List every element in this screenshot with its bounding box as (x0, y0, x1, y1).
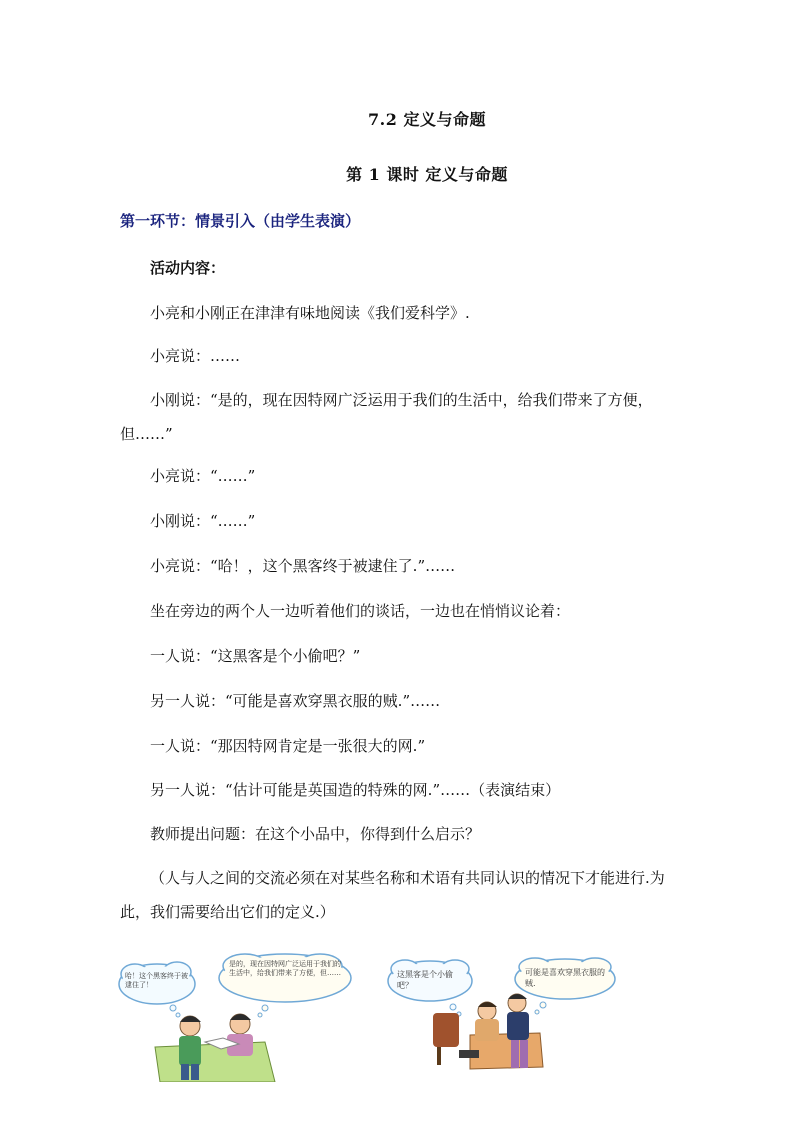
paragraph-13: （人与人之间的交流必须在对某些名称和术语有共同认识的情况下才能进行.为此，我们需要给出它们的定义.） (120, 869, 665, 921)
page-title: 7.2 定义与命题 (368, 110, 486, 129)
illustration-students-reading (115, 952, 355, 1082)
speech-cloud-1 (119, 962, 195, 1017)
paragraph-8: 一人说：“这黑客是个小偷吧？” (150, 647, 361, 665)
paragraph-3: 小刚说：“是的，现在因特网广泛运用于我们的生活中，给我们带来了方便，但……” (120, 391, 653, 443)
speech-cloud-4 (515, 958, 615, 1014)
illustration-adults-talking (375, 955, 625, 1075)
paragraph-1: 小亮和小刚正在津津有味地阅读《我们爱科学》. (150, 304, 470, 322)
paragraph-5: 小刚说：“……” (150, 512, 256, 530)
speech-cloud-3-text: 这黑客是个小偷吧？ (397, 970, 453, 990)
paragraph-11: 另一人说：“估计可能是英国造的特殊的网.”……（表演结束） (150, 781, 561, 799)
paragraph-4: 小亮说：“……” (150, 467, 256, 485)
paragraph-7: 坐在旁边的两个人一边听着他们的谈话，一边也在悄悄议论着： (150, 602, 571, 620)
speech-cloud-4-text: 可能是喜欢穿黑衣服的贼. (525, 968, 605, 988)
paragraph-12: 教师提出问题：在这个小品中，你得到什么启示？ (150, 825, 481, 843)
speech-cloud-2 (219, 954, 351, 1017)
lesson-subtitle: 第 1 课时 定义与命题 (346, 165, 508, 184)
paragraph-10: 一人说：“那因特网肯定是一张很大的网.” (150, 737, 426, 755)
speech-cloud-3 (388, 960, 472, 1016)
paragraph-2: 小亮说：…… (150, 347, 241, 365)
speech-cloud-2-text: 是的，现在因特网广泛运用于我们的生活中，给我们带来了方便，但…… (229, 960, 341, 977)
section-heading: 第一环节：情景引入（由学生表演） (120, 212, 361, 230)
activity-label: 活动内容： (150, 259, 226, 277)
boy-right (227, 1014, 253, 1056)
speech-cloud-1-text: 哈！这个黑客终于被逮住了！ (125, 972, 188, 989)
paragraph-9: 另一人说：“可能是喜欢穿黑衣服的贼.”…… (150, 692, 441, 710)
paragraph-6: 小亮说：“哈！，这个黑客终于被逮住了.”…… (150, 557, 456, 575)
